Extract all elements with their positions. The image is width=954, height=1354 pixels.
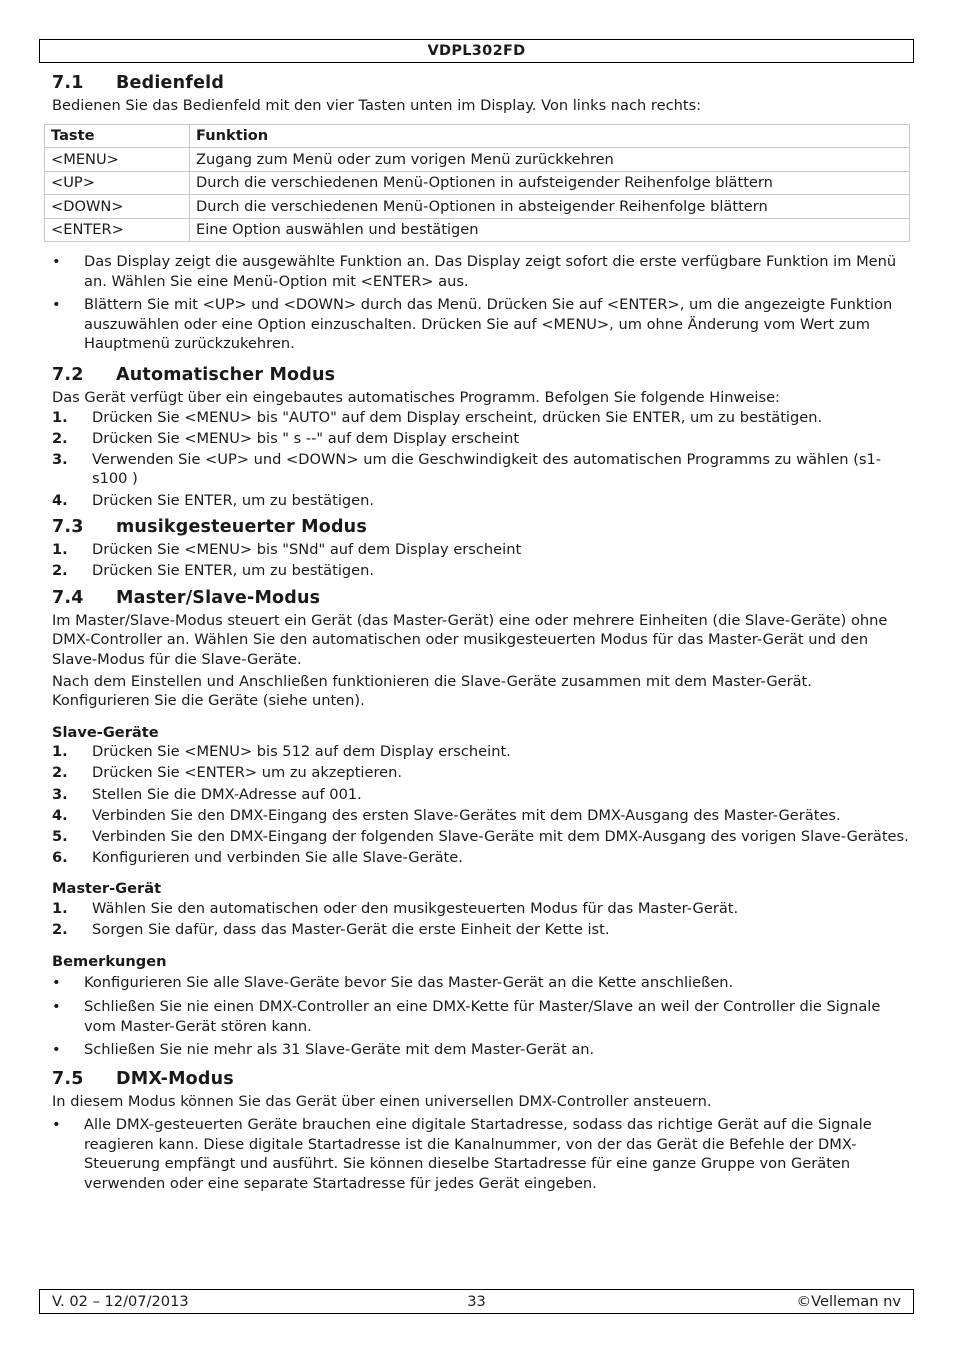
table-cell-function: Durch die verschiedenen Menü-Optionen in aufsteigender Reihenfolge blättern bbox=[190, 171, 910, 195]
page-number: 33 bbox=[467, 1293, 486, 1310]
table-cell-key: <MENU> bbox=[45, 148, 190, 172]
bullet-icon: • bbox=[52, 253, 61, 271]
list-item: 1. Drücken Sie <MENU> bis "AUTO" auf dem Display erscheint, drücken Sie ENTER, um zu bestätigen. bbox=[52, 408, 823, 426]
section-intro: Bedienen Sie das Bedienfeld mit den vier Tasten unten im Display. Von links nach rechts: bbox=[52, 97, 702, 114]
bullet-icon: • bbox=[52, 1116, 61, 1134]
section-intro: In diesem Modus können Sie das Gerät über einen universellen DMX-Controller ansteuern. bbox=[52, 1092, 712, 1110]
list-item: • Das Display zeigt die ausgewählte Funktion an. Das Display zeigt sofort die erste verfügbare Funktion im Menü an. Wählen Sie eine Menü-Option mit <ENTER> aus. bbox=[52, 253, 897, 290]
section-intro: Das Gerät verfügt über ein eingebautes automatisches Programm. Befolgen Sie folgende Hinweise: bbox=[52, 389, 780, 407]
table-cell-function: Durch die verschiedenen Menü-Optionen in absteigender Reihenfolge blättern bbox=[190, 195, 910, 219]
section-heading-7-3: 7.3 musikgesteuerter Modus bbox=[52, 517, 367, 538]
section-heading-7-5: 7.5 DMX-Modus bbox=[52, 1068, 234, 1089]
bullet-list bbox=[52, 973, 914, 1059]
page-content bbox=[52, 70, 914, 1198]
table-header-row bbox=[45, 124, 910, 148]
table-cell-function: Zugang zum Menü oder zum vorigen Menü zurückkehren bbox=[190, 148, 910, 172]
list-item: 6. Konfigurieren und verbinden Sie alle Slave-Geräte. bbox=[52, 848, 463, 866]
list-item: • Konfigurieren Sie alle Slave-Geräte bevor Sie das Master-Gerät an die Kette anschließen. bbox=[52, 974, 734, 992]
paragraph: Nach dem Einstellen und Anschließen funktionieren die Slave-Geräte zusammen mit dem Master-Gerät. Konfigurieren Sie die Geräte (siehe unten). bbox=[52, 672, 812, 710]
table-row bbox=[45, 171, 910, 195]
bullet-icon: • bbox=[52, 997, 61, 1015]
table-row bbox=[45, 148, 910, 172]
subheading-slave: Slave-Geräte bbox=[52, 723, 159, 741]
list-item: 1. Wählen Sie den automatischen oder den musikgesteuerten Modus für das Master-Gerät. bbox=[52, 900, 739, 918]
bullet-icon: • bbox=[52, 296, 61, 314]
page-footer bbox=[39, 1289, 914, 1314]
numbered-list bbox=[52, 899, 914, 940]
section-heading-7-1: 7.1 Bedienfeld bbox=[52, 73, 225, 93]
subheading-master: Master-Gerät bbox=[52, 880, 162, 898]
column-header-function: Funktion bbox=[190, 124, 910, 148]
bullet-icon: • bbox=[52, 974, 61, 992]
version-date: V. 02 – 12/07/2013 bbox=[52, 1293, 189, 1310]
numbered-list bbox=[52, 742, 914, 867]
bullet-icon: • bbox=[52, 1041, 61, 1059]
list-item: 3. Verwenden Sie <UP> und <DOWN> um die Geschwindigkeit des automatischen Programms zu wählen (s1- s100 ) bbox=[52, 450, 882, 488]
table-cell-key: <UP> bbox=[45, 171, 190, 195]
list-item: 1. Drücken Sie <MENU> bis 512 auf dem Display erscheint. bbox=[52, 743, 511, 761]
list-item: 1. Drücken Sie <MENU> bis "SNd" auf dem Display erscheint bbox=[52, 541, 522, 559]
section-heading-7-4: 7.4 Master/Slave-Modus bbox=[52, 587, 321, 608]
key-function-table bbox=[44, 124, 910, 243]
list-item: 2. Sorgen Sie dafür, dass das Master-Gerät die erste Einheit der Kette ist. bbox=[52, 921, 610, 939]
numbered-list bbox=[52, 408, 914, 510]
list-item: • Schließen Sie nie einen DMX-Controller an eine DMX-Kette für Master/Slave an weil der Controller die Signale vom Master-Gerät stören kann. bbox=[52, 997, 881, 1035]
list-item: 2. Drücken Sie ENTER, um zu bestätigen. bbox=[52, 562, 375, 580]
paragraph: Im Master/Slave-Modus steuert ein Gerät (das Master-Gerät) eine oder mehrere Einheiten (die Slave-Geräte) ohne DMX-Controller an. Wählen Sie den automatischen oder musikgesteuerten Modus für das Master-Gerät und den Slave-Modus für die Slave-Geräte. bbox=[52, 611, 888, 668]
list-item: 2. Drücken Sie <ENTER> um zu akzeptieren. bbox=[52, 764, 403, 782]
copyright: ©Velleman nv bbox=[796, 1293, 901, 1310]
table-row bbox=[45, 195, 910, 219]
subheading-notes: Bemerkungen bbox=[52, 952, 167, 970]
list-item: • Schließen Sie nie mehr als 31 Slave-Geräte mit dem Master-Gerät an. bbox=[52, 1041, 595, 1059]
table-cell-key: <ENTER> bbox=[45, 218, 190, 242]
table-cell-key: <DOWN> bbox=[45, 195, 190, 219]
list-item: • Alle DMX-gesteuerten Geräte brauchen eine digitale Startadresse, sodass das richtige Gerät auf die Signale reagieren kann. Diese digitale Startadresse ist die Kanalnummer, von der das Gerät die Befehle der DMX-Steuerung empfängt und ausführt. Sie können dieselbe Startadresse für eine ganze Gruppe von Geräten verwenden oder eine separate Startadresse für jedes Gerät eingeben. bbox=[52, 1116, 872, 1193]
list-item: 4. Drücken Sie ENTER, um zu bestätigen. bbox=[52, 491, 375, 509]
bullet-list bbox=[52, 252, 914, 354]
numbered-list bbox=[52, 540, 914, 581]
list-item: 2. Drücken Sie <MENU> bis " s --" auf dem Display erscheint bbox=[52, 429, 520, 447]
list-item: • Blättern Sie mit <UP> und <DOWN> durch das Menü. Drücken Sie auf <ENTER>, um die angezeigte Funktion auszuwählen oder eine Option einzuschalten. Drücken Sie auf <MENU>, um ohne Änderung vom Wert zum Hauptmenü zurückzukehren. bbox=[52, 296, 893, 353]
list-item: 5. Verbinden Sie den DMX-Eingang der folgenden Slave-Geräte mit dem DMX-Ausgang des vorigen Slave-Gerätes. bbox=[52, 827, 909, 845]
column-header-key: Taste bbox=[45, 124, 190, 148]
section-heading-7-2: 7.2 Automatischer Modus bbox=[52, 365, 336, 386]
page-header bbox=[39, 39, 914, 63]
list-item: 4. Verbinden Sie den DMX-Eingang des ersten Slave-Gerätes mit dem DMX-Ausgang des Master-Gerätes. bbox=[52, 806, 841, 824]
table-row bbox=[45, 218, 910, 242]
bullet-list bbox=[52, 1115, 914, 1193]
table-cell-function: Eine Option auswählen und bestätigen bbox=[190, 218, 910, 242]
model-name: VDPL302FD bbox=[427, 43, 526, 59]
list-item: 3. Stellen Sie die DMX-Adresse auf 001. bbox=[52, 785, 362, 803]
